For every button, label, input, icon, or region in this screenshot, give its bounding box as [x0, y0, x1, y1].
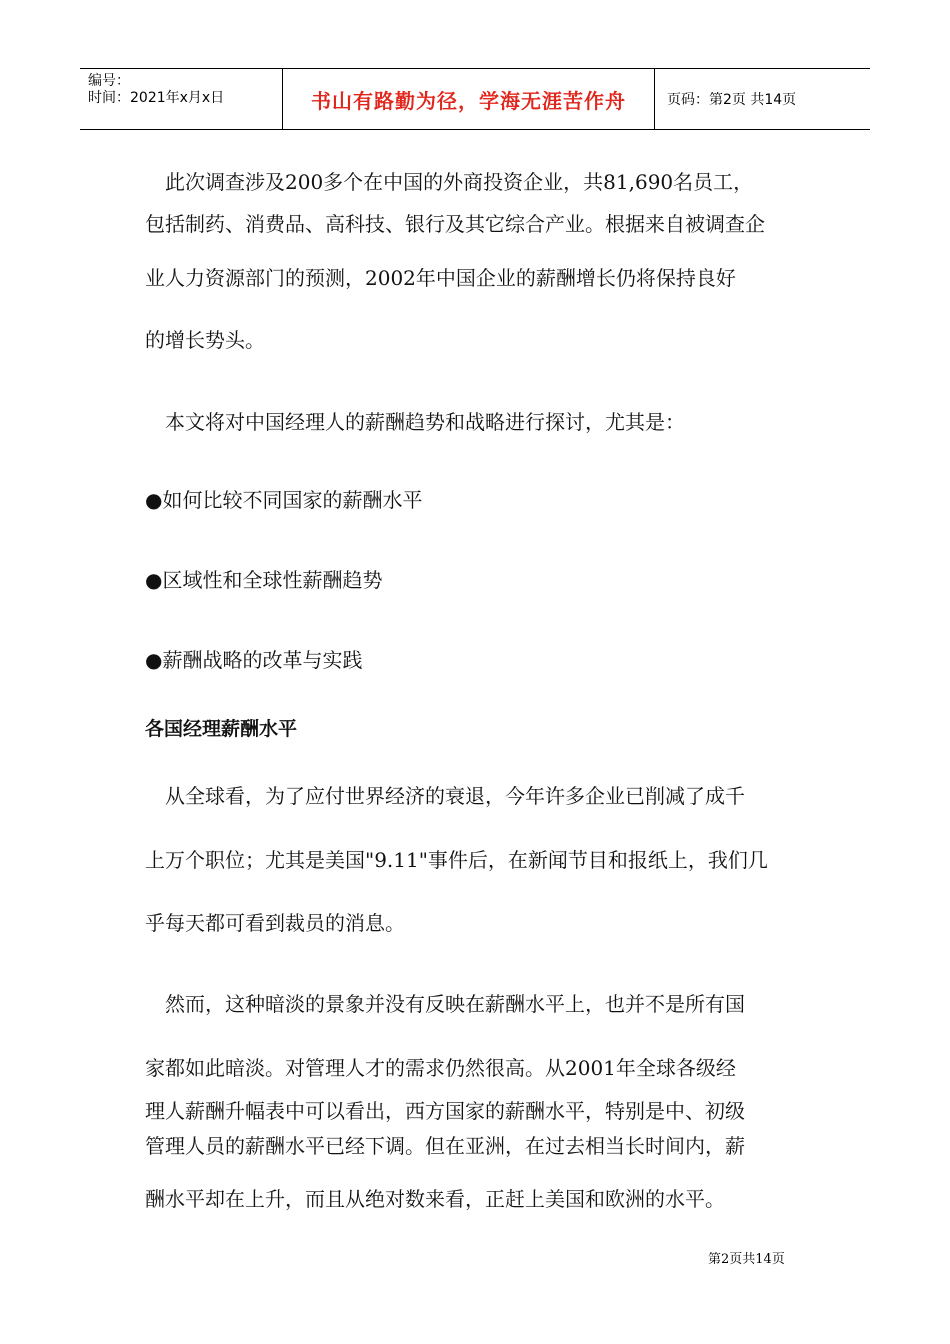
body-line: 上万个职位；尤其是美国"9.11"事件后，在新闻节目和报纸上，我们几 — [145, 848, 768, 872]
body-line: 此次调查涉及200多个在中国的外商投资企业，共81,690名员工， — [145, 170, 754, 194]
body-line: 包括制药、消费品、高科技、银行及其它综合产业。根据来自被调查企 — [145, 212, 765, 236]
document-number-label: 编号： — [88, 73, 130, 89]
body-line: 从全球看，为了应付世界经济的衰退，今年许多企业已削减了成千 — [145, 784, 745, 808]
footer-page-number: 第2页共14页 — [708, 1252, 785, 1267]
body-line: 然而，这种暗淡的景象并没有反映在薪酬水平上，也并不是所有国 — [145, 992, 745, 1016]
body-line: 乎每天都可看到裁员的消息。 — [145, 911, 405, 935]
bullet-item: ●薪酬战略的改革与实践 — [145, 648, 363, 672]
document-time-label: 时间：2021年x月x日 — [88, 90, 225, 106]
bullet-item: ●区域性和全球性薪酬趋势 — [145, 568, 383, 592]
body-line: 管理人员的薪酬水平已经下调。但在亚洲，在过去相当长时间内，薪 — [145, 1134, 745, 1158]
body-line: 的增长势头。 — [145, 328, 265, 352]
body-line: 理人薪酬升幅表中可以看出，西方国家的薪酬水平，特别是中、初级 — [145, 1099, 745, 1123]
body-line: 家都如此暗淡。对管理人才的需求仍然很高。从2001年全球各级经 — [145, 1056, 736, 1080]
header-page-number: 页码：第2页 共14页 — [667, 92, 797, 108]
body-line: 业人力资源部门的预测，2002年中国企业的薪酬增长仍将保持良好 — [145, 266, 736, 290]
bullet-item: ●如何比较不同国家的薪酬水平 — [145, 488, 423, 512]
header-meta — [80, 69, 282, 129]
body-line: 本文将对中国经理人的薪酬趋势和战略进行探讨，尤其是： — [145, 410, 685, 434]
header-motto: 书山有路勤为径，学海无涯苦作舟 — [282, 69, 655, 129]
body-line: 酬水平却在上升，而且从绝对数来看，正赶上美国和欧洲的水平。 — [145, 1187, 725, 1211]
page-header — [80, 68, 870, 130]
section-heading: 各国经理薪酬水平 — [145, 718, 298, 740]
